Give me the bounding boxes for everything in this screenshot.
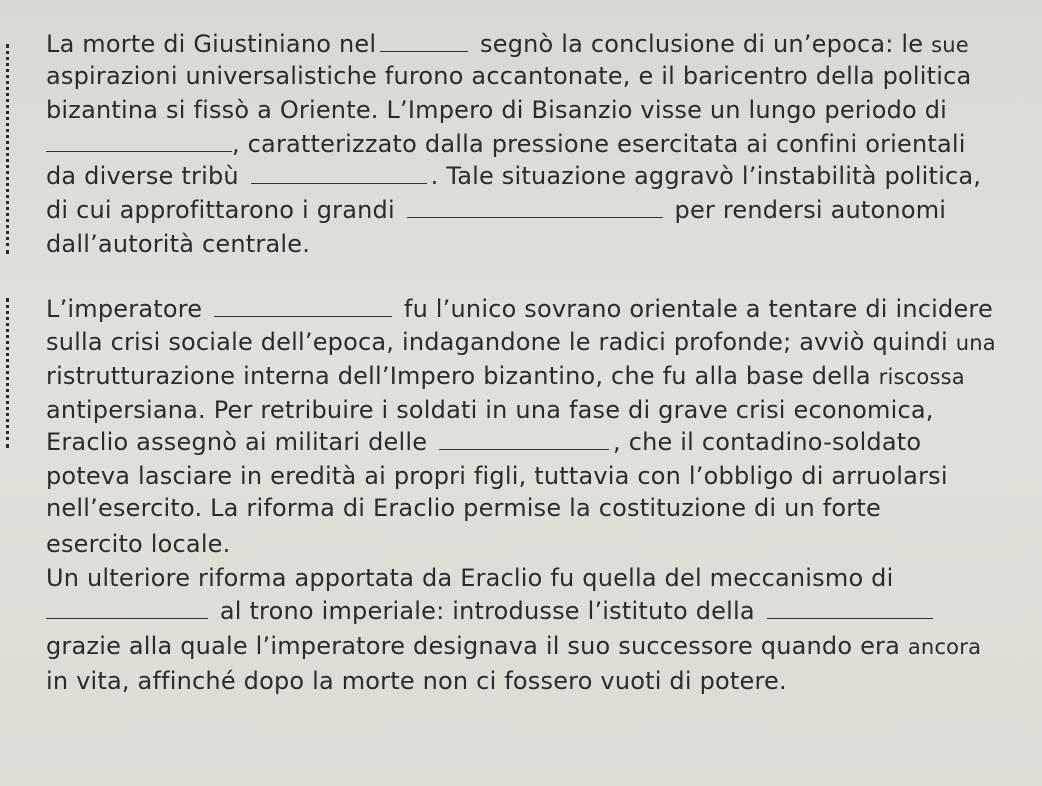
p1-line-1 bbox=[46, 30, 969, 59]
p3-line-1 bbox=[46, 564, 893, 592]
blank-fill-8[interactable] bbox=[767, 600, 933, 619]
p2-text: Eraclio assegnò ai militari delle bbox=[46, 428, 428, 456]
p2-text: L’imperatore bbox=[46, 295, 203, 323]
p1-text: . Tale situazione aggravò l’instabilità politica, bbox=[430, 162, 982, 190]
p1-line-4 bbox=[46, 130, 966, 158]
p1-text: sue bbox=[931, 33, 969, 57]
p2-line-6 bbox=[46, 462, 948, 490]
p3-line-4 bbox=[46, 667, 787, 695]
p2-line-5 bbox=[46, 428, 921, 456]
blank-fill-6[interactable] bbox=[439, 431, 609, 450]
p1-line-3 bbox=[46, 96, 947, 124]
blank-fill-2[interactable] bbox=[46, 133, 232, 152]
blank-fill-5[interactable] bbox=[214, 298, 392, 317]
p3-text: in vita, affinché dopo la morte non ci fossero vuoti di potere. bbox=[46, 667, 787, 695]
p1-text: per rendersi autonomi bbox=[674, 196, 947, 224]
blank-fill-4[interactable] bbox=[407, 199, 663, 218]
p1-text: da diverse tribù bbox=[46, 162, 239, 190]
p2-text: sulla crisi sociale dell’epoca, indagandone le radici profonde; avviò quindi bbox=[46, 328, 948, 356]
p2-text: fu l’unico sovrano orientale a tentare di incidere bbox=[403, 295, 993, 323]
p2-text: ristrutturazione interna dell’Impero bizantino, che fu alla base della bbox=[46, 362, 871, 390]
p2-text: , che il contadino-soldato bbox=[613, 428, 922, 456]
p2-text: esercito locale. bbox=[46, 530, 231, 558]
p2-line-3 bbox=[46, 362, 965, 391]
p2-line-4 bbox=[46, 396, 934, 424]
p2-line-7 bbox=[46, 494, 881, 522]
p1-line-6 bbox=[46, 196, 946, 224]
p1-text: , caratterizzato dalla pressione esercitata ai confini orientali bbox=[232, 130, 966, 158]
p3-line-2 bbox=[46, 597, 937, 625]
p2-text: poteva lasciare in eredità ai propri figli, tuttavia con l’obbligo di arruolarsi bbox=[46, 462, 948, 490]
p2-text: riscossa bbox=[878, 365, 965, 389]
p2-line-8 bbox=[46, 530, 230, 558]
p1-text: La morte di Giustiniano nel bbox=[46, 30, 377, 58]
p2-text: una bbox=[955, 331, 996, 355]
p1-line-7 bbox=[46, 230, 310, 258]
p3-line-3 bbox=[46, 632, 981, 661]
blank-fill-1[interactable] bbox=[380, 33, 468, 52]
p3-text: grazie alla quale l’imperatore designava il suo successore quando era bbox=[46, 632, 901, 660]
p2-line-2 bbox=[46, 328, 996, 357]
p2-text: antipersiana. Per retribuire i soldati in una fase di grave crisi economica, bbox=[46, 396, 934, 424]
p1-text: aspirazioni universalistiche furono accantonate, e il baricentro della politica bbox=[46, 62, 972, 90]
p1-text: bizantina si fissò a Oriente. L’Impero di Bisanzio visse un lungo periodo di bbox=[46, 96, 948, 124]
p3-text: al trono imperiale: introdusse l’istituto della bbox=[219, 597, 755, 625]
margin-dots-2 bbox=[6, 298, 15, 448]
p1-text: segnò la conclusione di un’epoca: le bbox=[480, 30, 924, 58]
p1-line-5 bbox=[46, 162, 981, 190]
p1-line-2 bbox=[46, 62, 971, 90]
p1-text: dall’autorità centrale. bbox=[46, 230, 311, 258]
blank-fill-3[interactable] bbox=[251, 165, 427, 184]
p3-text: Un ulteriore riforma apportata da Eraclio fu quella del meccanismo di bbox=[46, 564, 894, 592]
blank-fill-7[interactable] bbox=[46, 600, 208, 619]
p2-text: nell’esercito. La riforma di Eraclio permise la costituzione di un forte bbox=[46, 494, 881, 522]
p2-line-1 bbox=[46, 295, 993, 323]
p1-text: di cui approfittarono i grandi bbox=[46, 196, 395, 224]
margin-dots-1 bbox=[6, 44, 15, 254]
p3-text: ancora bbox=[907, 635, 982, 659]
